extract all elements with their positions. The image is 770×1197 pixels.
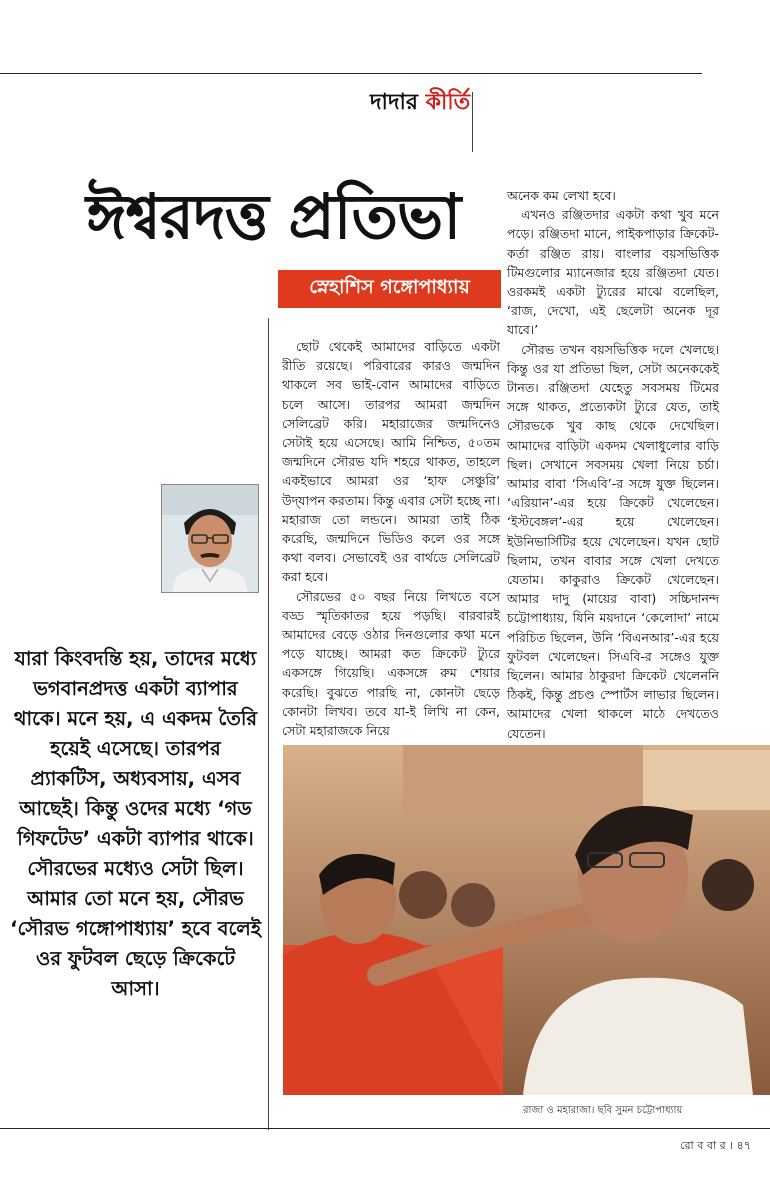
author-photo bbox=[161, 484, 259, 593]
author-portrait-icon bbox=[162, 485, 258, 592]
header-vertical-divider bbox=[472, 92, 473, 152]
section-label-accent: কীর্তি bbox=[425, 90, 471, 115]
feature-photo bbox=[283, 745, 770, 1095]
body-paragraph: এখনও রঞ্জিতদার একটা কথা খুব মনে পড়ে। রঞ্জিতদা মানে, পাইকপাড়ার ক্রিকেট-কর্তা রঞ্জিত রায়। বাংলার বয়সভিত্তিক টিমগুলোর ম্যানেজার হয়ে রঞ্জিতদা যেত। ওরকমই একটা ট্যুরের মাঝে বলেছিল, ‘রাজ, দেখো, এই ছেলেটা অনেক দূর যাবে।’ bbox=[507, 207, 719, 338]
section-label bbox=[370, 85, 470, 122]
article-body-middle-column bbox=[282, 337, 500, 740]
section-label-prefix: দাদার bbox=[370, 90, 418, 115]
body-paragraph: অনেক কম লেখা হবে। bbox=[507, 188, 616, 203]
body-paragraph: সৌরভ তখন বয়সভিত্তিক দলে খেলছে। কিন্তু ওর যা প্রতিভা ছিল, সেটা অনেককেই টানত। রঞ্জিতদা যেহেতু সবসময় টিমের সঙ্গে থাকত, প্রত্যেকটা ট্যুরে যেত, তাই সৌরভকে খুব কাছ থেকে দেখেছিল। আমাদের বাড়িটা একদম খেলাধুলোর বাড়ি ছিল। সেখানে সবসময় খেলা নিয়ে চর্চা। আমার বাবা ‘সিএবি’-র সঙ্গে যুক্ত ছিলেন। ‘এরিয়ান’-এর হয়ে ক্রিকেট খেলেছেন। ‘ইস্টবেঙ্গল’-এর হয়ে খেলেছেন। ইউনিভার্সিটির হয়ে খেলেছেন। যখন ছোট ছিলাম, তখন বাবার সঙ্গে খেলা দেখতে যেতাম। কাকুরাও ক্রিকেট খেলেছেন। আমার দাদু (মায়ের বাবা) সচ্চিদানন্দ চট্টোপাধ্যায়, যিনি ময়দানে ‘কেলোদা’ নামে পরিচিত ছিলেন, উনি ‘বিএনআর’-এর হয়ে ফুটবল খেলেছেন। সিএবি-র সঙ্গেও যুক্ত ছিলেন। আমার ঠাকুরদা ক্রিকেট খেলেননি ঠিকই, কিন্তু প্রচণ্ড স্পোর্টস লাভার ছিলেন। আমাদের খেলা থাকলে মাঠে দেখতেও যেতেন। bbox=[507, 341, 719, 741]
photo-caption: রাজা ও মহারাজা। ছবি সুমন চট্টোপাধ্যায় bbox=[523, 1105, 683, 1116]
pull-quote: যারা কিংবদন্তি হয়, তাদের মধ্যে ভগবানপ্রদত্ত একটা ব্যাপার থাকে। মনে হয়, এ একদম তৈরি হয়েই এসেছে। তারপর প্র্যাকটিস, অধ্যবসায়, এসব আছেই। কিন্তু ওদের মধ্যে ‘গড গিফটেড’ একটা ব্যাপার থাকে। সৌরভের মধ্যেও সেটা ছিল। আমার তো মনে হয়, সৌরভ ‘সৌরভ গঙ্গোপাধ্যায়’ হবে বলেই ওর ফুটবল ছেড়ে ক্রিকেটে আসা। bbox=[10, 647, 261, 1000]
column-vertical-divider bbox=[268, 318, 269, 1130]
article-headline: ঈশ্বরদত্ত প্রতিভা bbox=[86, 180, 461, 253]
article-body-right-column bbox=[507, 186, 719, 743]
top-divider bbox=[0, 73, 702, 74]
celebration-photo-icon bbox=[283, 745, 770, 1095]
body-paragraph: ছোট থেকেই আমাদের বাড়িতে একটা রীতি রয়েছে। পরিবারের কারও জন্মদিন থাকলে সব ভাই-বোন আমাদের বাড়িতে চলে আসে। তারপর আমরা জন্মদিন সেলিব্রেট করি। মহারাজের জন্মদিনেও সেটাই হয়ে এসেছে। আমি নিশ্চিত, ৫০তম জন্মদিনে সৌরভ যদি শহরে থাকত, তাহলে একইভাবে আমরা ওর ‘হাফ সেঞ্চুরি’ উদ্‌যাপন করতাম। কিন্তু এবার সেটা হচ্ছে না। মহারাজ তো লন্ডনে। আমরা তাই ঠিক করেছি, জন্মদিনে ভিডিও কলে ওর সঙ্গে কথা বলব। সেভাবেই ওর বার্থডে সেলিব্রেট করা হবে। bbox=[282, 339, 500, 585]
byline: স্নেহাশিস গঙ্গোপাধ্যায় bbox=[278, 270, 501, 308]
page-folio: রো ব বা র । ৪৭ bbox=[680, 1139, 751, 1152]
body-paragraph: সৌরভের ৫০ বছর নিয়ে লিখতে বসে বড্ড স্মৃতিকাতর হয়ে পড়ছি। বারবারই আমাদের বেড়ে ওঠার দিনগুলোর কথা মনে পড়ে যাচ্ছে। আমরা কত ক্রিকেট ট্যুরে একসঙ্গে গিয়েছি। একসঙ্গে রুম শেয়ার করেছি। বুঝতে পারছি না, কোনটা ছেড়ে কোনটা লিখব। তবে যা-ই লিখি না কেন, সেটা মহারাজকে নিয়ে bbox=[282, 588, 500, 739]
bottom-divider bbox=[0, 1128, 770, 1129]
